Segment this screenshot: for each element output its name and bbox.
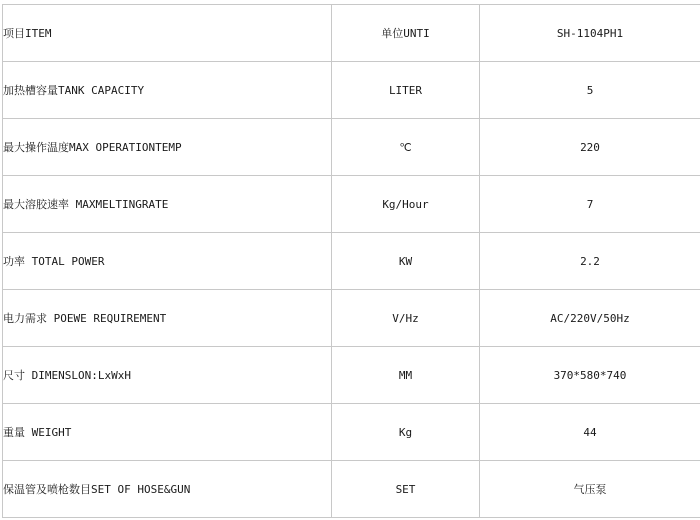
item-cell: 尺寸 DIMENSLON:LxWxH [3, 347, 332, 404]
unit-cell: MM [332, 347, 480, 404]
table-row [3, 290, 700, 347]
item-cell: 重量 WEIGHT [3, 404, 332, 461]
table-row [3, 347, 700, 404]
value-cell: 气压泵 [480, 461, 700, 518]
table-row [3, 119, 700, 176]
unit-cell: Kg [332, 404, 480, 461]
table-row [3, 176, 700, 233]
table-row [3, 233, 700, 290]
item-cell: 电力需求 POEWE REQUIREMENT [3, 290, 332, 347]
item-cell: 最大溶胶速率 MAXMELTINGRATE [3, 176, 332, 233]
table-row [3, 461, 700, 518]
header-unit-cell: 单位UNTI [332, 5, 480, 62]
value-cell: 5 [480, 62, 700, 119]
unit-cell: LITER [332, 62, 480, 119]
header-model-cell: SH-1104PH1 [480, 5, 700, 62]
value-cell: 370*580*740 [480, 347, 700, 404]
table-row [3, 404, 700, 461]
unit-cell: Kg/Hour [332, 176, 480, 233]
value-cell: 7 [480, 176, 700, 233]
item-cell: 最大操作温度MAX OPERATIONTEMP [3, 119, 332, 176]
item-cell: 功率 TOTAL POWER [3, 233, 332, 290]
unit-cell: V/Hz [332, 290, 480, 347]
unit-cell: SET [332, 461, 480, 518]
spec-table [2, 4, 700, 518]
value-cell: 220 [480, 119, 700, 176]
value-cell: 44 [480, 404, 700, 461]
table-row [3, 62, 700, 119]
header-item-cell: 项目ITEM [3, 5, 332, 62]
value-cell: 2.2 [480, 233, 700, 290]
table-header-row [3, 5, 700, 62]
unit-cell: ℃ [332, 119, 480, 176]
value-cell: AC/220V/50Hz [480, 290, 700, 347]
item-cell: 保温管及喷枪数目SET OF HOSE&GUN [3, 461, 332, 518]
unit-cell: KW [332, 233, 480, 290]
item-cell: 加热槽容量TANK CAPACITY [3, 62, 332, 119]
